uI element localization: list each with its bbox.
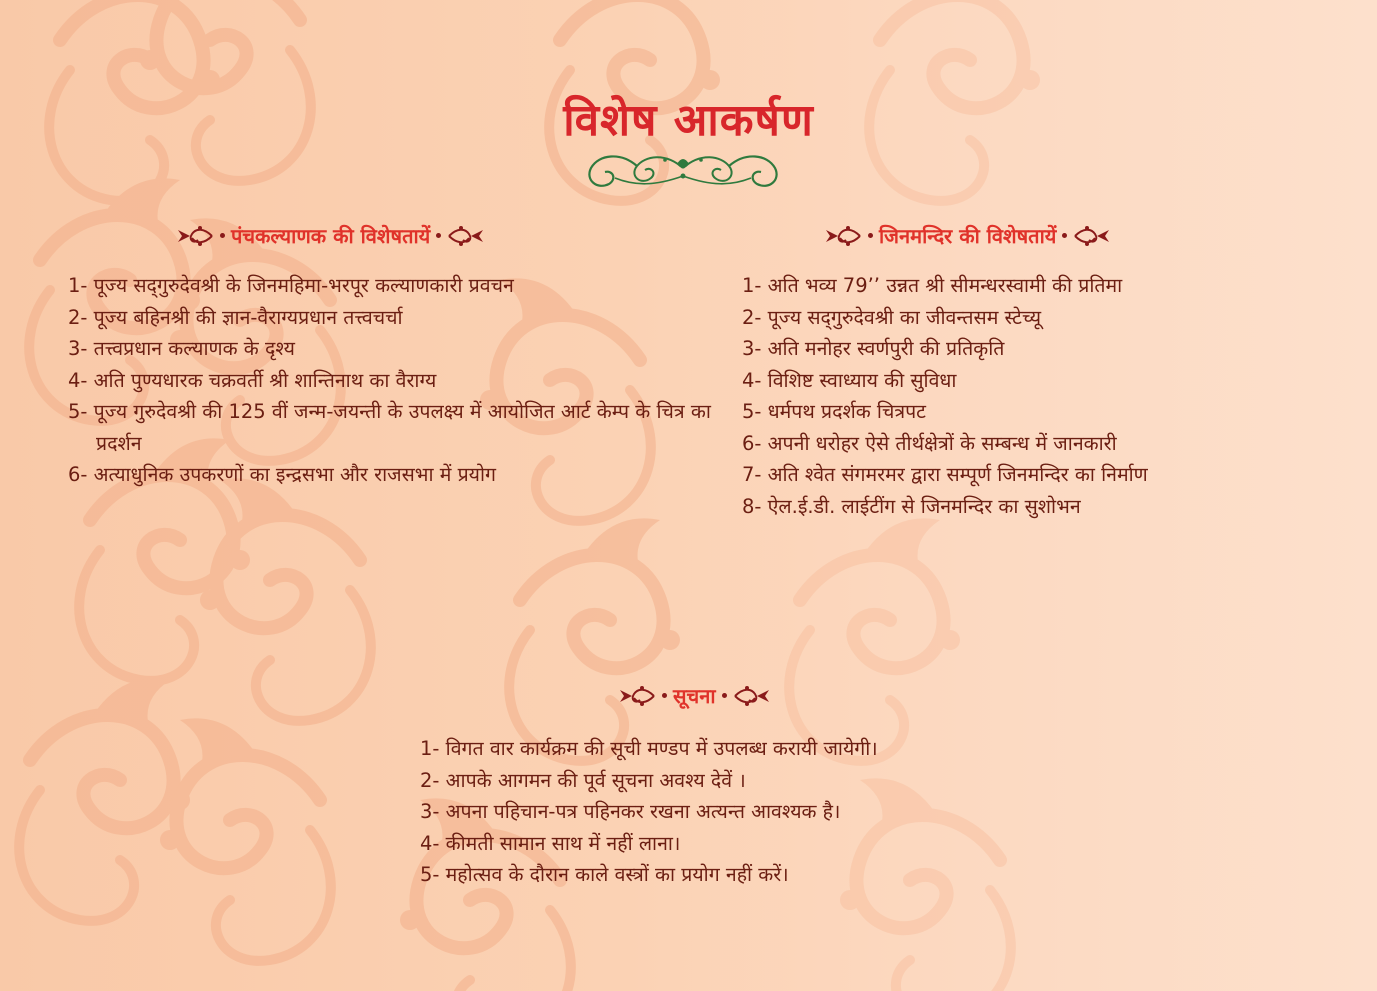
list-item: 2- पूज्य सद्‌गुरुदेवश्री का जीवन्तसम स्टेच्यू: [742, 305, 1042, 329]
list-item: 6- अपनी धरोहर ऐसे तीर्थक्षेत्रों के सम्बन्ध में जानकारी: [742, 431, 1117, 455]
jinmandir-heading-text: जिनमन्दिर की विशेषतायें: [879, 224, 1057, 248]
heading-dot-icon: [436, 233, 441, 238]
list-item: 4- विशिष्ट स्वाध्याय की सुविधा: [742, 368, 957, 392]
panchkalyanak-heading-text: पंचकल्याणक की विशेषतायें: [231, 224, 431, 248]
list-item: 3- अपना पहिचान-पत्र पहिनकर रखना अत्यन्त आवश्यक है।: [420, 800, 841, 823]
heading-dot-icon: [868, 233, 873, 238]
suchna-heading-text: सूचना: [673, 684, 716, 708]
heading-ornament-right-icon: [1073, 224, 1111, 248]
list-item: 7- अति श्वेत संगमरमर द्वारा सम्पूर्ण जिनमन्दिर का निर्माण: [742, 463, 1148, 486]
list-item: 5- धर्मपथ प्रदर्शक चित्रपट: [742, 400, 927, 423]
list-item: 3- तत्त्वप्रधान कल्याणक के दृश्य: [68, 337, 295, 360]
heading-ornament-left-icon: [618, 684, 656, 708]
heading-dot-icon: [662, 693, 667, 698]
list-item: 2- पूज्य बहिनश्री की ज्ञान-वैराग्यप्रधान तत्त्वचर्चा: [68, 305, 403, 329]
jinmandir-list: [742, 270, 1342, 522]
title-flourish-icon: [585, 146, 781, 192]
list-item: 3- अति मनोहर स्वर्णपुरी की प्रतिकृति: [742, 337, 1005, 360]
heading-ornament-left-icon: [824, 224, 862, 248]
page-title: विशेष आकर्षण: [563, 95, 814, 146]
list-item: 1- पूज्य सद्‌गुरुदेवश्री के जिनमहिमा-भरपूर कल्याणकारी प्रवचन: [68, 274, 514, 297]
panchkalyanak-list: [68, 270, 713, 491]
heading-dot-icon: [1062, 233, 1067, 238]
list-item: 6- अत्याधुनिक उपकरणों का इन्द्रसभा और राजसभा में प्रयोग: [68, 463, 497, 486]
suchna-list: [420, 733, 1040, 891]
list-item: 8- ऐल.ई.डी. लाईटींग से जिनमन्दिर का सुशोभन: [742, 494, 1081, 518]
list-item: 2- आपके आगमन की पूर्व सूचना अवश्य देवें ।: [420, 768, 746, 792]
heading-ornament-left-icon: [176, 224, 214, 248]
list-item: 5- पूज्य गुरुदेवश्री की 125 वीं जन्म-जयन्ती के उपलक्ष्य में आयोजित आर्ट केम्प के चित्र का प्रदर्शन: [68, 400, 711, 455]
list-item: 4- अति पुण्यधारक चक्रवर्ती श्री शान्तिनाथ का वैराग्य: [68, 368, 437, 392]
list-item: 5- महोत्सव के दौरान काले वस्त्रों का प्रयोग नहीं करें।: [420, 863, 789, 886]
list-item: 4- कीमती सामान साथ में नहीं लाना।: [420, 831, 681, 855]
panchkalyanak-heading: [176, 222, 485, 249]
jinmandir-heading: [824, 222, 1111, 249]
list-item: 1- विगत वार कार्यक्रम की सूची मण्डप में उपलब्ध करायी जायेगी।: [420, 737, 878, 760]
heading-dot-icon: [722, 693, 727, 698]
heading-dot-icon: [220, 233, 225, 238]
heading-ornament-right-icon: [733, 684, 771, 708]
list-item: 1- अति भव्य 79’’ उन्नत श्री सीमन्धरस्वामी की प्रतिमा: [742, 274, 1123, 297]
heading-ornament-right-icon: [447, 224, 485, 248]
suchna-heading: [618, 682, 771, 709]
